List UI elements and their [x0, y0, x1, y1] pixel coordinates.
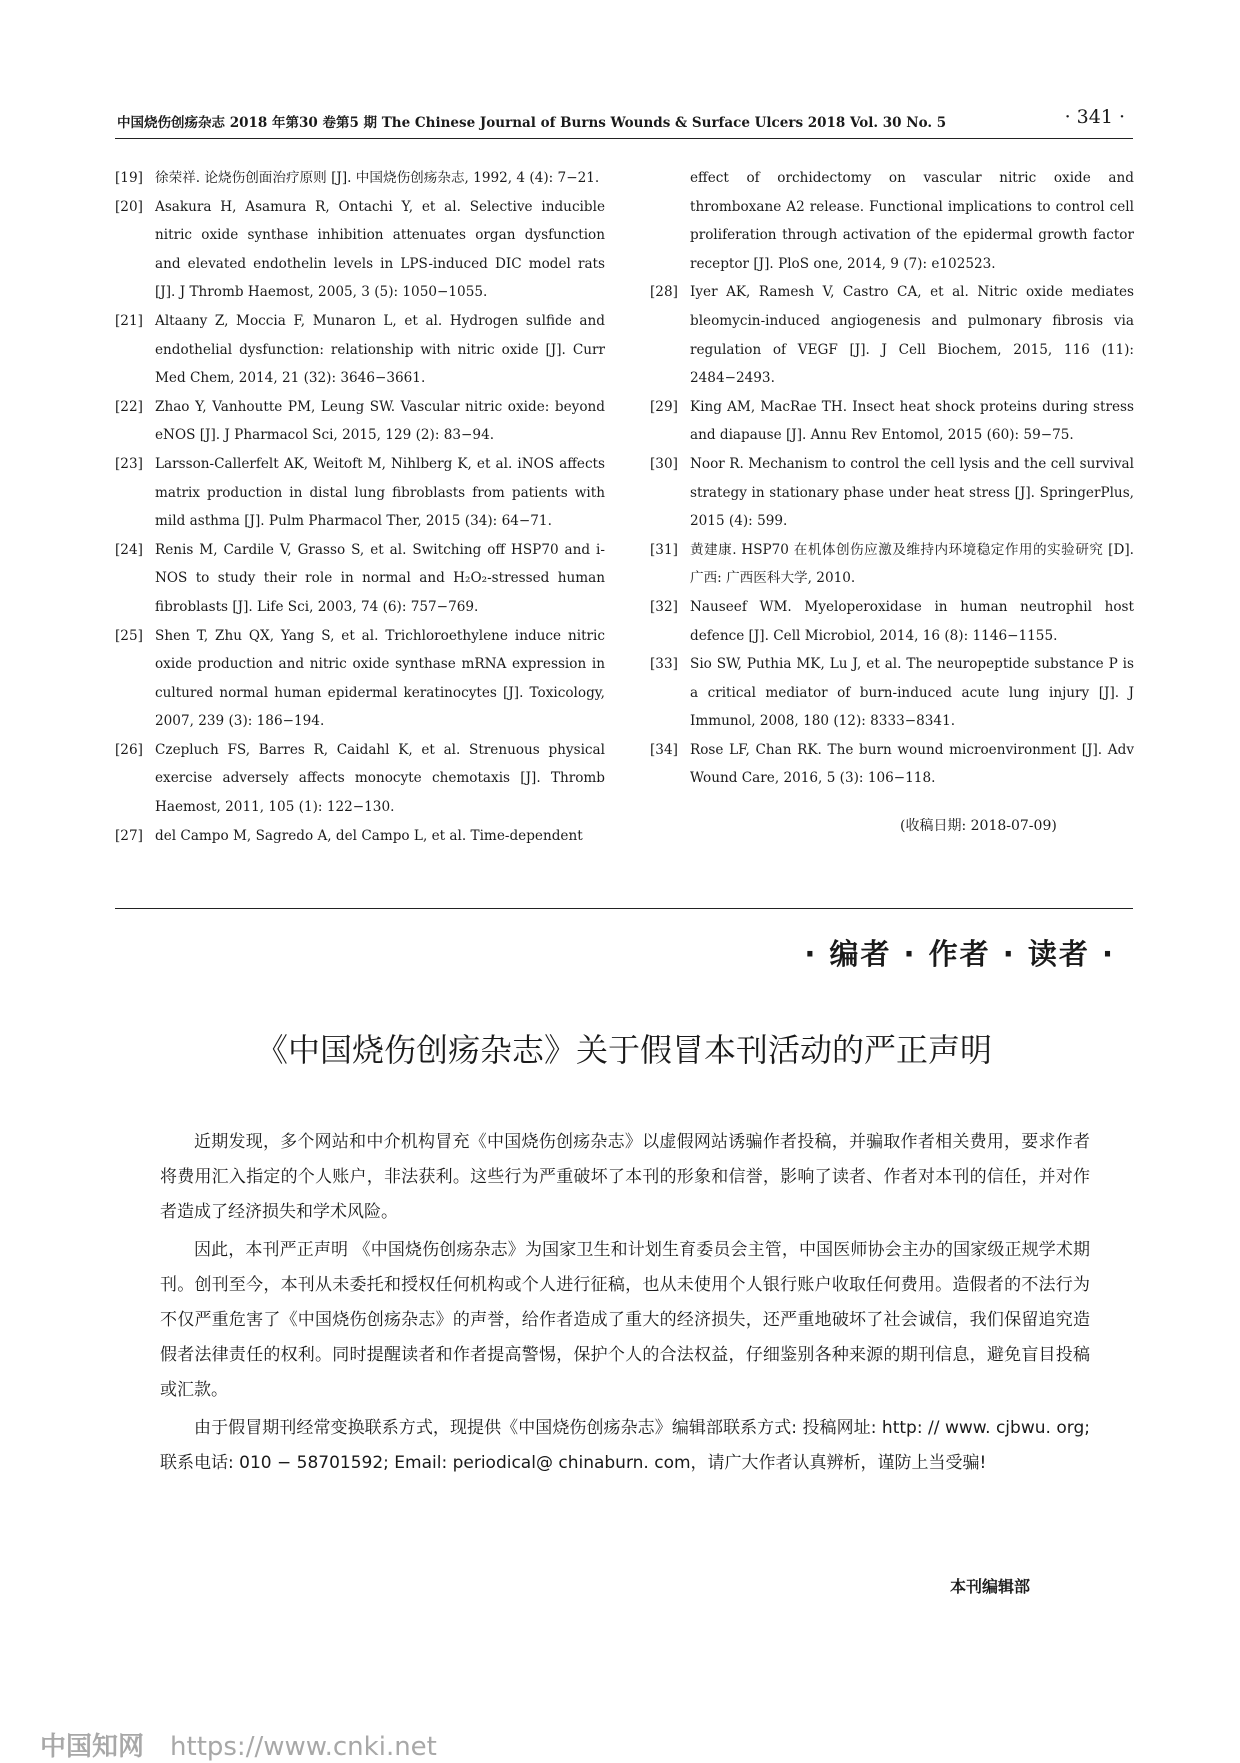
reference-item [650, 278, 1134, 392]
reference-text: Noor R. Mechanism to control the cell lysis and the cell survival strategy in stationary phase under heat stress [J]. SpringerPlus, 2015 (4): 599. [690, 455, 1134, 530]
reference-number: [34] [650, 741, 678, 758]
page-number: · 341 · [1064, 106, 1125, 128]
reference-text: 黄建康. HSP70 在机体创伤应激及维持内环境稳定作用的实验研究 [D]. 广西: 广西医科大学, 2010. [690, 541, 1134, 587]
reference-number: [19] [115, 170, 143, 186]
reference-text: Rose LF, Chan RK. The burn wound microenvironment [J]. Adv Wound Care, 2016, 5 (3): 106−118. [690, 741, 1134, 787]
reference-item [115, 736, 605, 822]
reference-text: Sio SW, Puthia MK, Lu J, et al. The neuropeptide substance P is a critical mediator of burn-induced acute lung injury [J]. J Immunol, 2008, 180 (12): 8333−8341. [690, 656, 1134, 730]
reference-item [650, 736, 1134, 793]
reference-item [115, 193, 605, 307]
reference-continuation [650, 164, 1134, 278]
reference-item [115, 450, 605, 536]
received-date: (收稿日期: 2018-07-09) [900, 818, 1057, 834]
section-divider [115, 908, 1133, 909]
reference-text: Altaany Z, Moccia F, Munaron L, et al. Hydrogen sulfide and endothelial dysfunction: relationship with nitric oxide [J]. Curr Med Chem, 2014, 21 (32): 3646−3661. [155, 312, 605, 387]
reference-number: [33] [650, 656, 678, 673]
reference-text: Zhao Y, Vanhoutte PM, Leung SW. Vascular nitric oxide: beyond eNOS [J]. J Pharmacol Sci, 2015, 129 (2): 83−94. [155, 398, 605, 444]
reference-text: Shen T, Zhu QX, Yang S, et al. Trichloroethylene induce nitric oxide production and nitric oxide synthase mRNA expression in cultured normal human epidermal keratinocytes [J]. Toxicology, 2007, 239 (3): 186−194. [155, 627, 605, 730]
reference-item [115, 393, 605, 450]
notice-title: 《中国烧伤创疡杂志》关于假冒本刊活动的严正声明 [255, 1031, 992, 1069]
watermark-url: https://www.cnki.net [170, 1732, 437, 1762]
reference-item [650, 450, 1134, 536]
reference-text: Renis M, Cardile V, Grasso S, et al. Switching off HSP70 and i-NOS to study their role in normal and H₂O₂-stressed human fibroblasts [J]. Life Sci, 2003, 74 (6): 757−769. [155, 541, 605, 615]
reference-item [650, 593, 1134, 650]
reference-text: effect of orchidectomy on vascular nitric oxide and thromboxane A2 release. Functional implications to control cell proliferation through activation of the epidermal growth factor receptor [J]. PloS one, 2014, 9 (7): e102523. [690, 170, 1134, 272]
reference-text: Asakura H, Asamura R, Ontachi Y, et al. Selective inducible nitric oxide synthase inhibition attenuates organ dysfunction and elevated endothelin levels in LPS-induced DIC model rats [J]. J Thromb Haemost, 2005, 3 (5): 1050−1055. [155, 198, 605, 301]
reference-text: 徐荣祥. 论烧伤创面治疗原则 [J]. 中国烧伤创疡杂志, 1992, 4 (4): 7−21. [155, 170, 600, 186]
reference-text: King AM, MacRae TH. Insect heat shock proteins during stress and diapause [J]. Annu Rev Entomol, 2015 (60): 59−75. [690, 398, 1134, 444]
reference-item [115, 536, 605, 622]
references-right-column [650, 164, 1134, 793]
reference-item [115, 307, 605, 393]
reference-item [115, 164, 605, 193]
reference-number: [28] [650, 284, 678, 301]
running-header [115, 106, 1133, 139]
reference-number: [23] [115, 455, 143, 472]
reference-number: [31] [650, 541, 678, 558]
reference-item [115, 822, 605, 851]
reference-item [650, 536, 1134, 593]
reference-number: [27] [115, 827, 143, 844]
reference-number: [26] [115, 741, 143, 758]
reference-text: Czepluch FS, Barres R, Caidahl K, et al. Strenuous physical exercise adversely affects monocyte chemotaxis [J]. Thromb Haemost, 2011, 105 (1): 122−130. [155, 741, 605, 816]
reference-text: del Campo M, Sagredo A, del Campo L, et al. Time-dependent [155, 827, 583, 844]
references-left-column [115, 164, 605, 850]
reference-number: [20] [115, 198, 143, 215]
reference-text: Nauseef WM. Myeloperoxidase in human neutrophil host defence [J]. Cell Microbiol, 2014, 16 (8): 1146−1155. [690, 598, 1134, 644]
reference-number: [29] [650, 398, 678, 415]
notice-signature: 本刊编辑部 [950, 1577, 1031, 1596]
journal-citation: 中国烧伤创疡杂志 2018 年第30 卷第5 期 The Chinese Journal of Burns Wounds & Surface Ulcers 2018 Vol. 30 No. 5 [117, 115, 947, 131]
notice-paragraph: 由于假冒期刊经常变换联系方式，现提供《中国烧伤创疡杂志》编辑部联系方式: 投稿网址: http: // www. cjbwu. org; 联系电话: 010 − 58701592; Email: periodical@ chinaburn. com，请广大作者认真辨析，谨防上当受骗! [160, 1418, 1090, 1473]
reference-item [650, 650, 1134, 736]
notice-body [160, 1125, 1090, 1484]
watermark-brand: 中国知网 [40, 1732, 145, 1762]
reference-number: [25] [115, 627, 143, 644]
notice-paragraph: 近期发现，多个网站和中介机构冒充《中国烧伤创疡杂志》以虚假网站诱骗作者投稿，并骗取作者相关费用，要求作者将费用汇入指定的个人账户，非法获利。这些行为严重破坏了本刊的形象和信誉，影响了读者、作者对本刊的信任，并对作者造成了经济损失和学术风险。 [160, 1132, 1090, 1222]
reference-number: [32] [650, 598, 678, 615]
reference-item [115, 622, 605, 736]
reference-number: [21] [115, 312, 143, 329]
reference-number: [24] [115, 541, 143, 558]
section-tag: · 编者 · 作者 · 读者 · [804, 937, 1115, 971]
cnki-watermark [40, 1726, 437, 1763]
reference-text: Larsson-Callerfelt AK, Weitoft M, Nihlberg K, et al. iNOS affects matrix production in distal lung fibroblasts from patients with mild asthma [J]. Pulm Pharmacol Ther, 2015 (34): 64−71. [155, 455, 605, 530]
reference-item [650, 393, 1134, 450]
reference-text: Iyer AK, Ramesh V, Castro CA, et al. Nitric oxide mediates bleomycin-induced angiogenesis and pulmonary fibrosis via regulation of VEGF [J]. J Cell Biochem, 2015, 116 (11): 2484−2493. [690, 284, 1134, 387]
reference-number: [30] [650, 455, 678, 472]
reference-number: [22] [115, 398, 143, 415]
notice-paragraph: 因此，本刊严正声明 《中国烧伤创疡杂志》为国家卫生和计划生育委员会主管，中国医师协会主办的国家级正规学术期刊。创刊至今，本刊从未委托和授权任何机构或个人进行征稿，也从未使用个人银行账户收取任何费用。造假者的不法行为不仅严重危害了《中国烧伤创疡杂志》的声誉，给作者造成了重大的经济损失，还严重地破坏了社会诚信，我们保留追究造假者法律责任的权利。同时提醒读者和作者提高警惕，保护个人的合法权益，仔细鉴别各种来源的期刊信息，避免盲目投稿或汇款。 [160, 1240, 1090, 1400]
